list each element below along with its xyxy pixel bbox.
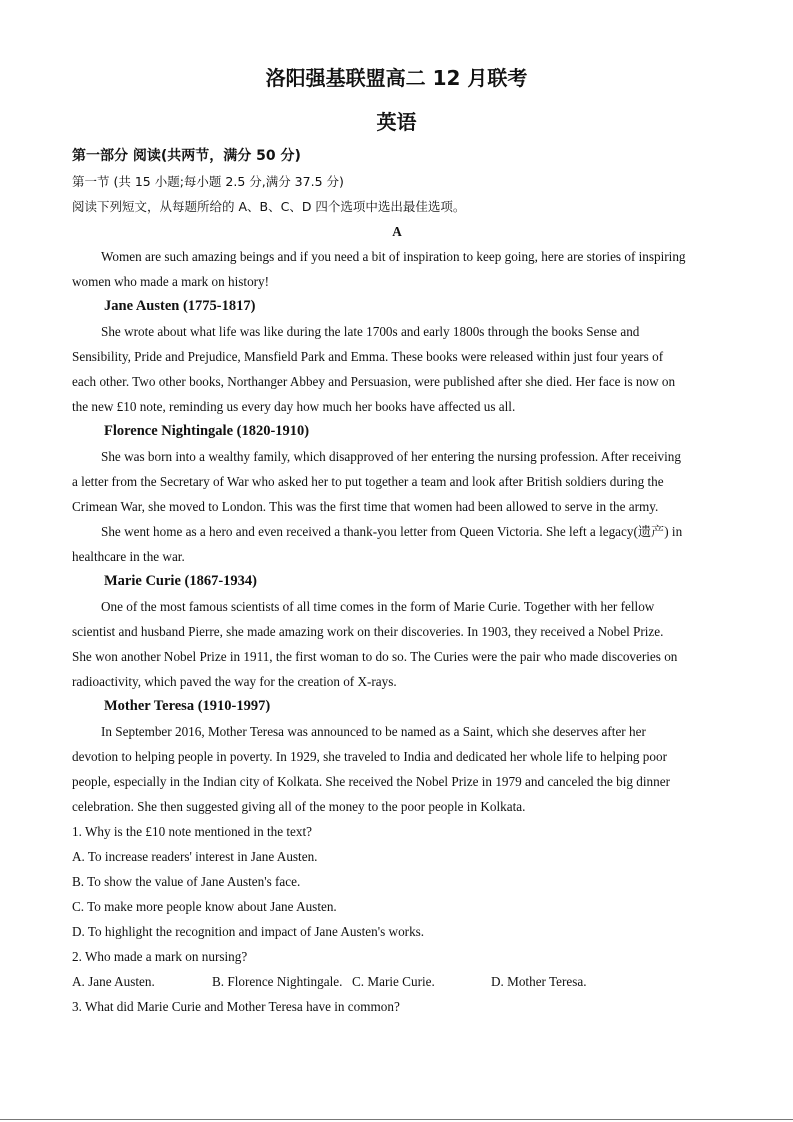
subject-title: 英语 bbox=[376, 110, 417, 134]
austen-line: the new £10 note, reminding us every day how much her books have affected us all. bbox=[72, 399, 516, 414]
austen-line: She wrote about what life was like during the late 1700s and early 1800s through the books Sense and bbox=[101, 324, 640, 339]
question-2-stem: 2. Who made a mark on nursing? bbox=[72, 949, 248, 964]
page-bottom-rule bbox=[0, 1119, 793, 1120]
teresa-line: people, especially in the Indian city of Kolkata. She received the Nobel Prize in 1979 and canceled the big dinner bbox=[72, 774, 670, 789]
question-1-stem: 1. Why is the £10 note mentioned in the text? bbox=[72, 824, 313, 839]
teresa-line: devotion to helping people in poverty. In 1929, she traveled to India and dedicated her whole life to helping poor bbox=[72, 749, 667, 764]
question-2-option-c[interactable]: C. Marie Curie. bbox=[352, 974, 435, 989]
austen-line: Sensibility, Pride and Prejudice, Mansfield Park and Emma. These books were released within just four years of bbox=[72, 349, 664, 364]
question-2-option-d[interactable]: D. Mother Teresa. bbox=[491, 974, 587, 989]
nightingale-line: Crimean War, she moved to London. This was the first time that women had been allowed to serve in the army. bbox=[72, 499, 659, 514]
intro-line: women who made a mark on history! bbox=[72, 274, 270, 289]
nightingale-line: healthcare in the war. bbox=[72, 549, 185, 564]
curie-line: She won another Nobel Prize in 1911, the first woman to do so. The Curies were the pair who made discoveries on bbox=[72, 649, 678, 664]
teresa-line: celebration. She then suggested giving all of the money to the poor people in Kolkata. bbox=[72, 799, 526, 814]
question-1-option-d[interactable]: D. To highlight the recognition and impact of Jane Austen's works. bbox=[72, 924, 425, 939]
section-note: 第一节 (共 15 小题;每小题 2.5 分,满分 37.5 分) bbox=[72, 174, 344, 189]
curie-line: scientist and husband Pierre, she made amazing work on their discoveries. In 1903, they received a Nobel Prize. bbox=[72, 624, 664, 639]
question-2-option-b[interactable]: B. Florence Nightingale. bbox=[212, 974, 343, 989]
question-2-option-a[interactable]: A. Jane Austen. bbox=[72, 974, 155, 989]
exam-title: 洛阳强基联盟高二 12 月联考 bbox=[265, 66, 528, 90]
curie-line: One of the most famous scientists of all time comes in the form of Marie Curie. Together with her fellow bbox=[101, 599, 655, 614]
part-heading: 第一部分 阅读(共两节，满分 50 分) bbox=[72, 148, 301, 164]
teresa-line: In September 2016, Mother Teresa was announced to be named as a Saint, which she deserves after her bbox=[101, 724, 646, 739]
exam-content bbox=[72, 144, 722, 1019]
question-1-option-c[interactable]: C. To make more people know about Jane Austen. bbox=[72, 899, 337, 914]
instruction: 阅读下列短文，从每题所给的 A、B、C、D 四个选项中选出最佳选项。 bbox=[72, 199, 466, 214]
person-heading-nightingale: Florence Nightingale (1820-1910) bbox=[104, 423, 310, 439]
nightingale-line: She was born into a wealthy family, which disapproved of her entering the nursing profession. After receiving bbox=[101, 449, 681, 464]
question-1-option-b[interactable]: B. To show the value of Jane Austen's face. bbox=[72, 874, 301, 889]
question-3-stem: 3. What did Marie Curie and Mother Teresa have in common? bbox=[72, 999, 400, 1014]
nightingale-line: She went home as a hero and even received a thank-you letter from Queen Victoria. She left a legacy(遗产) in bbox=[101, 524, 683, 539]
person-heading-teresa: Mother Teresa (1910-1997) bbox=[104, 698, 271, 714]
nightingale-line: a letter from the Secretary of War who asked her to put together a team and look after British soldiers during the bbox=[72, 474, 664, 489]
curie-line: radioactivity, which paved the way for the creation of X-rays. bbox=[72, 674, 397, 689]
intro-line: Women are such amazing beings and if you need a bit of inspiration to keep going, here are stories of inspiring bbox=[101, 249, 686, 264]
person-heading-austen: Jane Austen (1775-1817) bbox=[104, 298, 256, 314]
question-2-options bbox=[72, 969, 722, 994]
passage-label: A bbox=[392, 224, 402, 239]
person-heading-curie: Marie Curie (1867-1934) bbox=[104, 573, 258, 589]
question-1-option-a[interactable]: A. To increase readers' interest in Jane Austen. bbox=[72, 849, 318, 864]
austen-line: each other. Two other books, Northanger Abbey and Persuasion, were published after she died. Her face is now on bbox=[72, 374, 676, 389]
